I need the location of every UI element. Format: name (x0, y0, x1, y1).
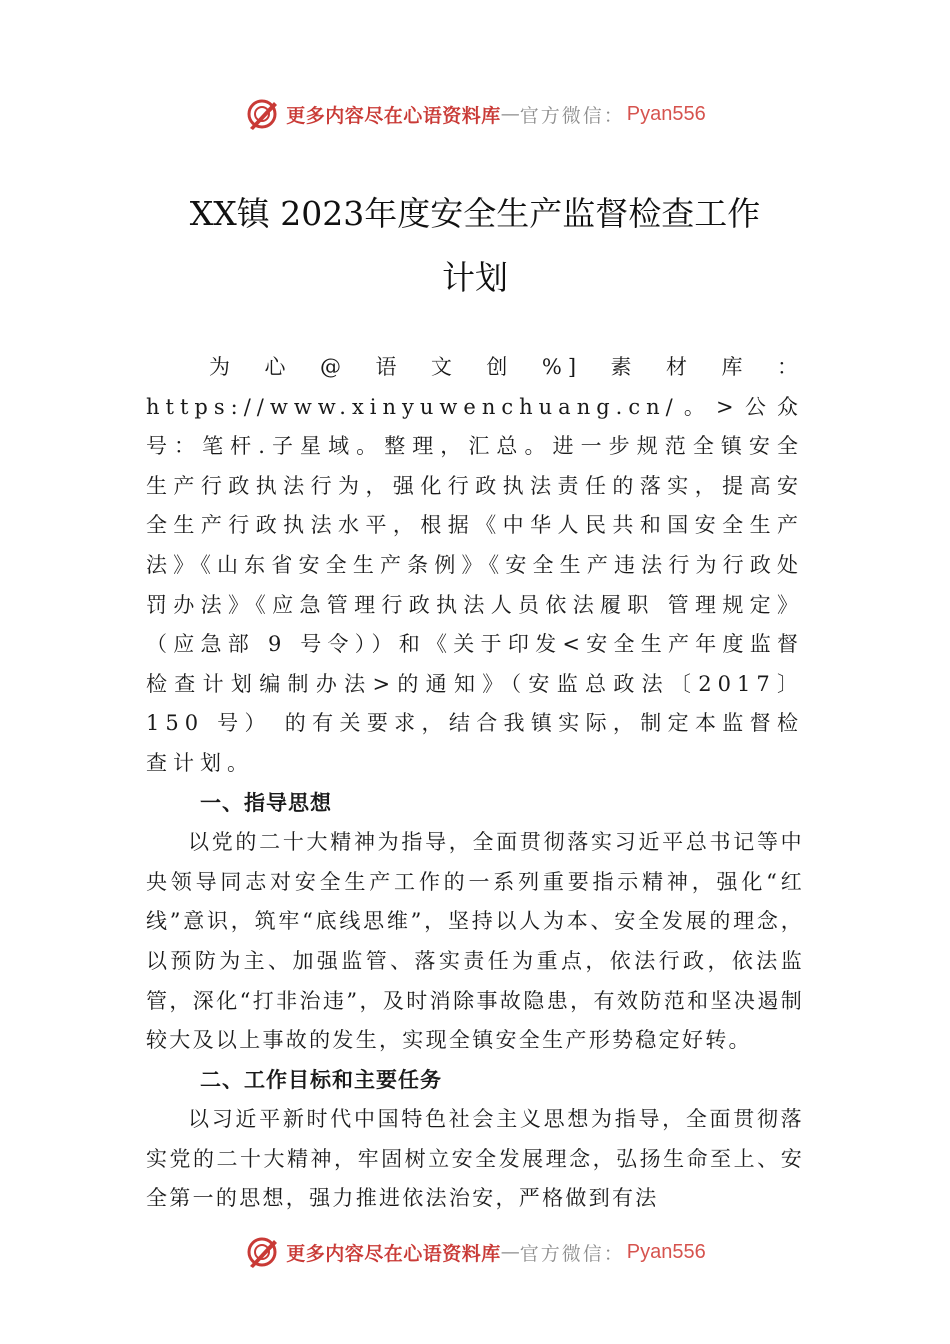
footer-wechat-label: 官方微信： (519, 1242, 625, 1265)
footer-banner (0, 1232, 950, 1272)
section1-heading: 一、指导思想 (200, 790, 332, 815)
section2-paragraph: 以习近平新时代中国特色社会主义思想为指导，全面贯彻落实党的二十大精神，牢固树立安全发展理念，弘扬生命至上、安全第一的思想，强力推进依法治安，严格做到有法 (146, 1107, 804, 1211)
footer-wechat-id: Pyan556 (626, 1240, 706, 1263)
intro-paragraph: 为心@语文创%]素材库：https://www.xinyuwenchuang.cn/。>公众号：笔杆.子星域。整理，汇总。进一步规范全镇安全生产行政执法行为，强化行政执法责任的落实，提高安全生产行政执法水平，根据《中华人民共和国安全生产法》《山东省安全生产条例》《安全生产违法行为行政处罚办法》《应急管理行政执法人员依法履职 管理规定》（应急部 9 号令））和《关于印发<安全生产年度监督检查计划编制办法>的通知》（安监总政法〔2017〕150 号） 的有关要求，结合我镇实际，制定本监督检查计划。 (146, 355, 804, 775)
document-title-line1: XX镇 2023年度安全生产监督检查工作 (189, 194, 761, 233)
document-title-line2: 计划 (442, 258, 508, 297)
footer-slogan: 更多内容尽在心语资料库 (286, 1242, 501, 1265)
pen-logo-icon (244, 96, 280, 132)
footer-dash: — (500, 1241, 520, 1263)
header-banner (0, 94, 950, 134)
banner-wechat-id: Pyan556 (626, 102, 706, 125)
banner-slogan: 更多内容尽在心语资料库 (286, 104, 501, 127)
banner-dash: — (500, 103, 520, 125)
document-body (146, 348, 804, 1219)
banner-wechat-label: 官方微信： (519, 104, 625, 127)
pen-logo-icon (244, 1234, 280, 1270)
section2-heading: 二、工作目标和主要任务 (200, 1067, 442, 1092)
section1-paragraph: 以党的二十大精神为指导，全面贯彻落实习近平总书记等中央领导同志对安全生产工作的一系列重要指示精神，强化“红线”意识，筑牢“底线思维”，坚持以人为本、安全发展的理念，以预防为主、加强监管、落实责任为重点，依法行政，依法监管，深化“打非治违”，及时消除事故隐患，有效防范和坚决遏制较大及以上事故的发生，实现全镇安全生产形势稳定好转。 (146, 830, 804, 1053)
